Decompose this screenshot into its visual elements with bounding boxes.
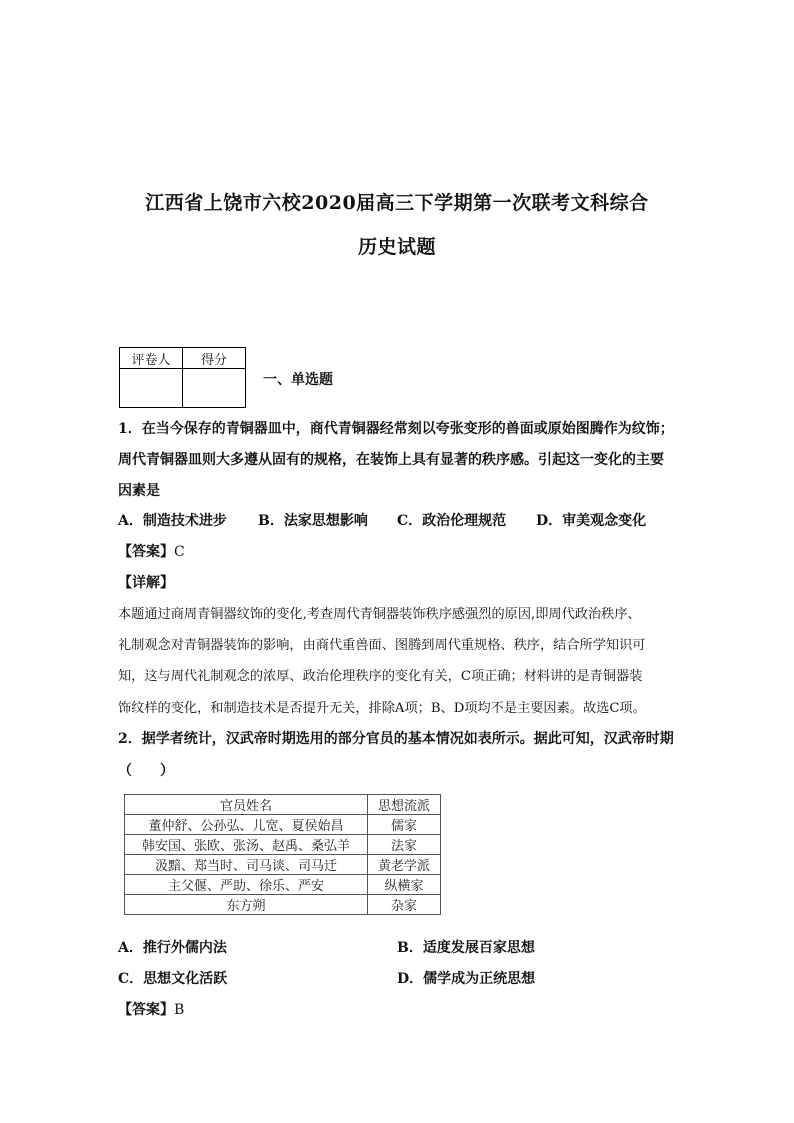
- q1-option-a: A．制造技术进步: [118, 513, 227, 529]
- q2-answer-value: B: [174, 1002, 185, 1018]
- officials-table: [124, 794, 441, 915]
- score-header: 得分: [183, 348, 246, 369]
- q1-stem-line-2: 周代青铜器皿则大多遵从固有的规格，在装饰上具有显著的秩序感。引起这一变化的主要: [118, 452, 664, 468]
- table-header-row: [125, 795, 441, 815]
- q1-detail-line-1: 本题通过商周青铜器纹饰的变化,考查周代青铜器装饰秩序感强烈的原因,即周代政治秩序、: [118, 607, 641, 622]
- table-row: [125, 835, 441, 855]
- q1-answer-value: C: [174, 544, 185, 560]
- table-cell-school: 儒家: [368, 815, 441, 835]
- q1-answer: [118, 541, 185, 561]
- exam-title: 江西省上饶市六校2020届高三下学期第一次联考文科综合: [145, 192, 649, 214]
- reviewer-cell: [120, 369, 183, 408]
- q1-answer-label: 【答案】: [118, 544, 174, 560]
- score-box: [119, 347, 246, 408]
- table-cell-names: 汲黯、郑当时、司马谈、司马迁: [125, 855, 368, 875]
- table-header-school: 思想流派: [368, 795, 441, 815]
- q1-detail-line-3: 知，这与周代礼制观念的浓厚、政治伦理秩序的变化有关，C项正确；材料讲的是青铜器装: [118, 669, 643, 684]
- q2-stem-line-1: 2．据学者统计，汉武帝时期选用的部分官员的基本情况如表所示。据此可知，汉武帝时期: [118, 731, 674, 747]
- table-header-name: 官员姓名: [125, 795, 368, 815]
- q2-option-a: A．推行外儒内法: [118, 940, 227, 956]
- q1-option-c: C．政治伦理规范: [397, 513, 507, 529]
- table-cell-names: 主父偃、严助、徐乐、严安: [125, 875, 368, 895]
- reviewer-header: 评卷人: [120, 348, 183, 369]
- table-cell-names: 韩安国、张欧、张汤、赵禹、桑弘羊: [125, 835, 368, 855]
- table-row: [125, 815, 441, 835]
- table-row: [125, 895, 441, 915]
- q2-answer: [118, 999, 184, 1019]
- q2-option-b: B．适度发展百家思想: [397, 940, 535, 956]
- q1-detail-line-2: 礼制观念对青铜器装饰的影响，由商代重兽面、图腾到周代重规格、秩序，结合所学知识可: [118, 638, 646, 653]
- q2-stem-line-2: （ ）: [118, 763, 174, 779]
- q1-detail-label: 【详解】: [118, 575, 174, 591]
- q2-answer-label: 【答案】: [118, 1002, 174, 1018]
- table-row: [125, 855, 441, 875]
- table-cell-school: 纵横家: [368, 875, 441, 895]
- q1-stem-line-1: 1．在当今保存的青铜器皿中，商代青铜器经常刻以夸张变形的兽面或原始图腾作为纹饰；: [118, 421, 674, 437]
- table-cell-names: 董仲舒、公孙弘、儿宽、夏侯始昌: [125, 815, 368, 835]
- section-heading: 一、单选题: [263, 372, 333, 388]
- score-cell: [183, 369, 246, 408]
- table-cell-school: 法家: [368, 835, 441, 855]
- table-cell-school: 黄老学派: [368, 855, 441, 875]
- q2-option-d: D．儒学成为正统思想: [397, 971, 536, 987]
- q1-stem-line-3: 因素是: [118, 483, 160, 499]
- q1-option-d: D．审美观念变化: [536, 513, 647, 529]
- q1-detail-line-4: 饰纹样的变化，和制造技术是否提升无关，排除A项；B、D项均不是主要因素。故选C项。: [118, 701, 646, 716]
- table-row: [125, 875, 441, 895]
- exam-subtitle: 历史试题: [357, 236, 436, 258]
- table-cell-school: 杂家: [368, 895, 441, 915]
- table-cell-names: 东方朔: [125, 895, 368, 915]
- q2-option-c: C．思想文化活跃: [118, 971, 228, 987]
- q1-option-b: B．法家思想影响: [258, 513, 368, 529]
